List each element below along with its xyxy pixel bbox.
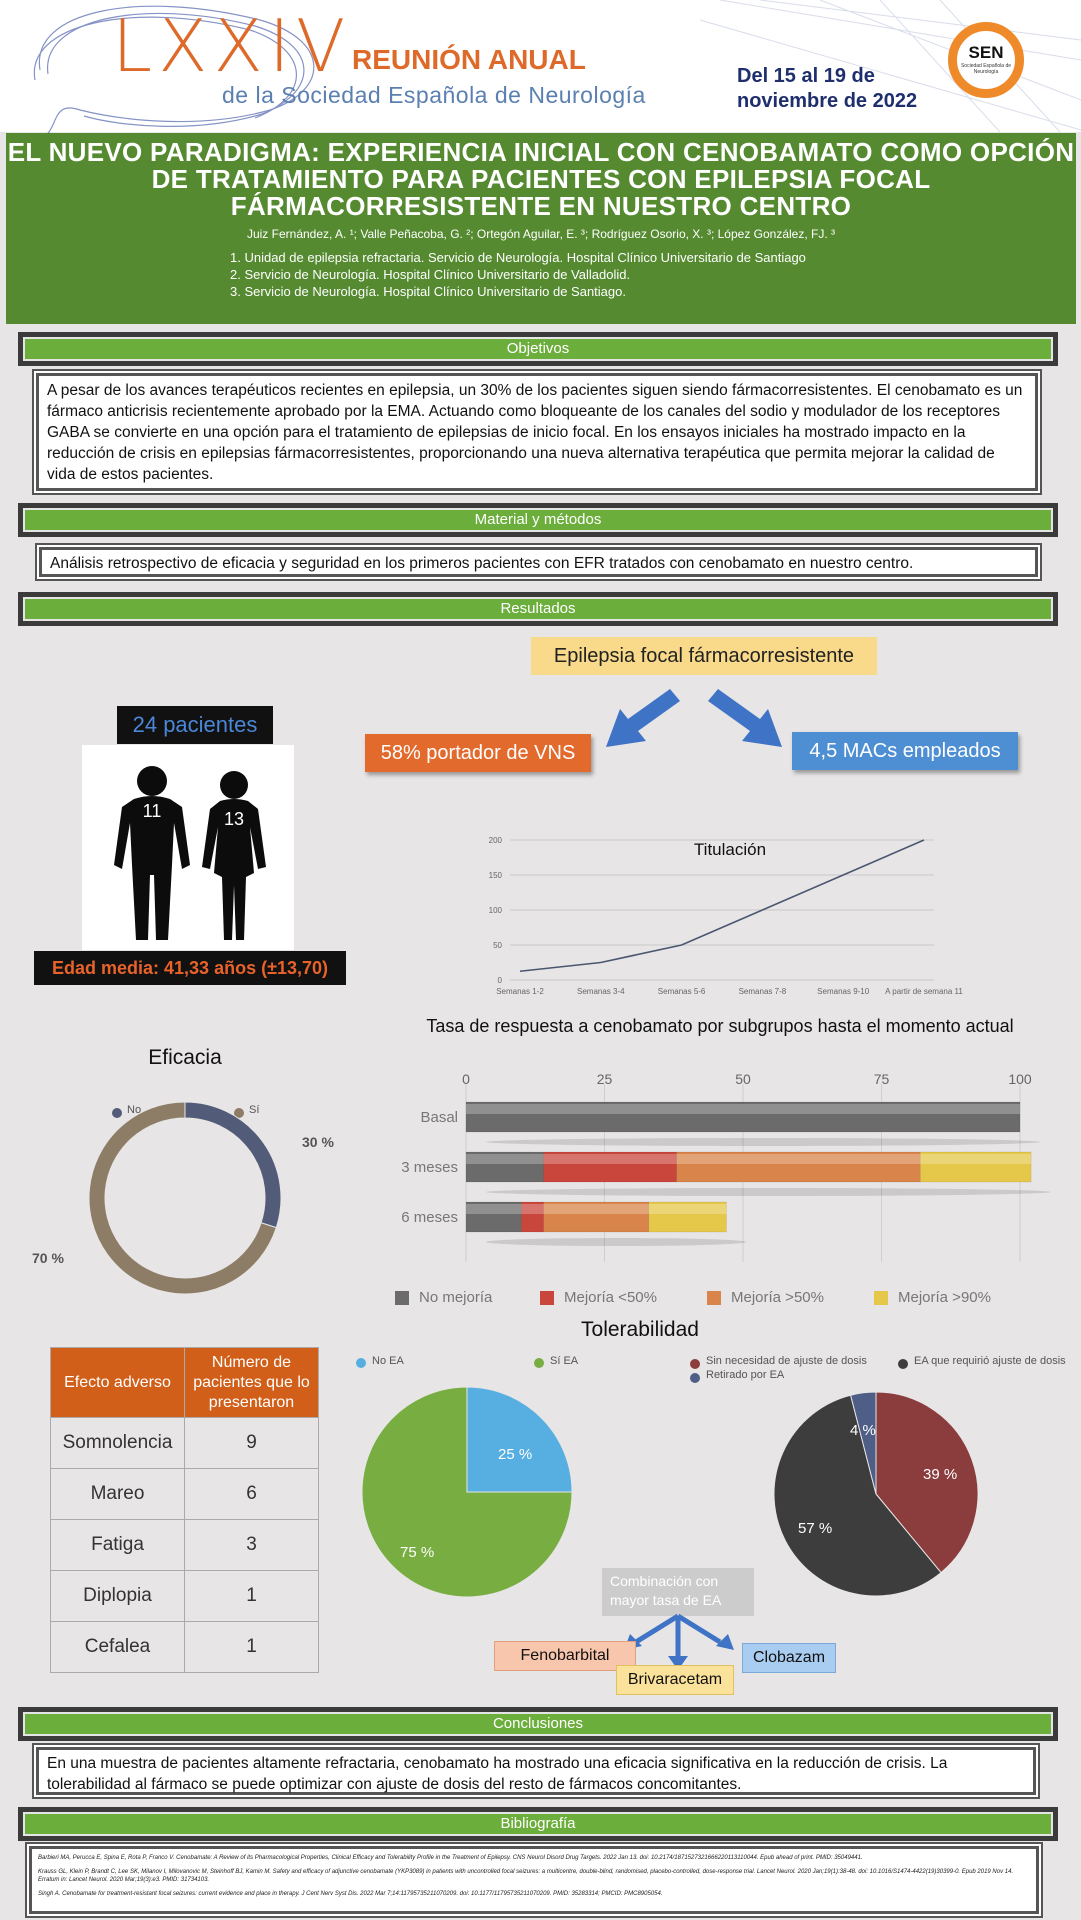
category-label: 6 meses (401, 1209, 458, 1226)
affiliation-list (230, 249, 1076, 300)
vns-label: 58% portador de VNS (365, 734, 591, 772)
mean-age: Edad media: 41,33 años (±13,70) (34, 951, 346, 985)
patient-count: 24 pacientes (117, 706, 273, 744)
table-row (51, 1520, 319, 1571)
table-header: Número de pacientes que lo presentaron (185, 1348, 319, 1418)
value-label: 70 % (32, 1250, 64, 1266)
titration-chart (470, 826, 963, 1006)
table-cell: Somnolencia (51, 1418, 185, 1469)
legend-label: Mejoría <50% (564, 1289, 657, 1306)
response-legend (395, 1287, 1035, 1311)
legend-swatch (540, 1291, 554, 1305)
legend-label: Sí (249, 1104, 260, 1116)
tolerability-title: Tolerabilidad (581, 1318, 699, 1341)
x-tick-label: Semanas 1-2 (496, 987, 544, 996)
response-chart (390, 1062, 1040, 1322)
drug-brivaracetam: Brivaracetam (616, 1665, 734, 1695)
combination-title: Combinación con mayor tasa de EA (602, 1568, 754, 1616)
legend-swatch (707, 1291, 721, 1305)
table-cell: Diplopia (51, 1571, 185, 1622)
x-tick-label: 75 (873, 1071, 890, 1087)
women-count: 13 (223, 809, 245, 829)
meeting-title: REUNIÓN ANUAL (352, 44, 586, 75)
macs-label: 4,5 MACs empleados (792, 732, 1018, 770)
legend-swatch (874, 1291, 888, 1305)
sen-logo (948, 22, 1024, 98)
value-label: 39 % (923, 1466, 958, 1483)
x-tick-label: Semanas 5-6 (657, 987, 706, 996)
legend-label: Sin necesidad de ajuste de dosis (706, 1355, 867, 1367)
objetivos-text: A pesar de los avances terapéuticos recientes en epilepsia, un 30% de los pacientes siguen siendo fármacorresistentes. El cenobamato es un fármaco anticrisis recientemente aprobado por la EMA. Actuando como bloqueante de los canales del sodio y modulador de los receptores GABA se convierte en una opción para el tratamiento de epilepsias de inicio focal. En los ensayos iniciales ha mostrado impacto en la reducción de crisis en epilepsias fármacorresistentes, proporcionando una nueva alternativa terapéutica que permita mejorar la calidad de vida de estos pacientes. (36, 373, 1038, 491)
references-box (29, 1846, 1039, 1914)
conclusiones-text: En una muestra de pacientes altamente refractaria, cenobamato ha mostrado una eficacia significativa en la reducción de crisis. La tolerabilidad al fármaco se puede optimizar con ajuste de dosis del resto de fármacos concomitantes. (36, 1747, 1036, 1795)
table-cell: Fatiga (51, 1520, 185, 1571)
category-label: Basal (420, 1109, 458, 1126)
drug-clobazam: Clobazam (742, 1643, 836, 1673)
edition-number: LXXIV (112, 4, 352, 88)
section-header-conclusiones: Conclusiones (18, 1707, 1058, 1741)
human-silhouettes-icon (82, 745, 294, 950)
legend-swatch (395, 1291, 409, 1305)
efficacy-chart (30, 1096, 360, 1296)
legend-label: No EA (372, 1355, 404, 1367)
y-tick-label: 0 (497, 976, 502, 985)
table-cell: Cefalea (51, 1622, 185, 1673)
response-bar-chart (390, 1062, 1040, 1322)
category-label: 3 meses (401, 1159, 458, 1176)
affiliation-item: 2. Servicio de Neurología. Hospital Clínico Universitario de Valladolid. (230, 267, 631, 282)
legend-label: Mejoría >50% (731, 1289, 824, 1306)
pie-slice (467, 1387, 572, 1492)
reference-item: Singh A. Cenobamate for treatment-resistant focal seizures: current evidence and place in therapy. J Cent Nerv Syst Dis. 2022 Mar 7;14:11795735211070209. doi: 10.1177/11795735211070209. PMID: 35283314; PMCID: PMC8905054. (38, 1891, 663, 1897)
x-tick-label: 25 (596, 1071, 613, 1087)
bar-highlight (466, 1104, 1020, 1114)
poster-header (0, 0, 1081, 132)
reference-item: Krauss GL, Klein P, Brandt C, Lee SK, Milanov I, Milovanovic M, Steinhoff BJ, Kamin M. Safety and efficacy of adjunctive cenobamate (YKP3089) in patients with uncontrolled focal seizures: a multicentre, double-blind, randomised, placebo-controlled, dose-response trial. Lancet Neurol. 2020 Jan;19(1):38-48. doi: 10.1016/S1474-4422(19)30399-0. Epub 2019 Nov 14. Erratum in: Lancet Neurol. 2020 Mar;19(3):e3. PMID: 31734103. (38, 1869, 1014, 1883)
table-cell: 9 (185, 1418, 319, 1469)
legend-label: Mejoría >90% (898, 1289, 991, 1306)
patient-silhouettes (82, 745, 294, 950)
donut-slice (185, 1102, 281, 1228)
table-cell: 3 (185, 1520, 319, 1571)
bar-shadow (486, 1188, 1051, 1196)
legend-label: No mejoría (419, 1289, 493, 1306)
value-label: 30 % (302, 1134, 334, 1150)
society-name: de la Sociedad Española de Neurología (222, 82, 646, 108)
value-label: 57 % (798, 1520, 833, 1537)
table-cell: 1 (185, 1571, 319, 1622)
poster-title: EL NUEVO PARADIGMA: EXPERIENCIA INICIAL CON CENOBAMATO COMO OPCIÓN DE TRATAMIENTO PARA PACIENTES CON EPILEPSIA FOCAL FÁRMACORRESISTENTE EN NUESTRO CENTRO (7, 137, 1075, 221)
title-block (6, 133, 1076, 324)
bar-shadow (486, 1138, 1040, 1146)
ae-pie-chart (350, 1352, 600, 1602)
focal-epilepsy-label: Epilepsia focal fármacorresistente (531, 637, 877, 675)
x-tick-label: Semanas 7-8 (738, 987, 787, 996)
value-label: 75 % (400, 1544, 435, 1561)
legend-label: Retirado por EA (706, 1369, 785, 1381)
table-row (51, 1571, 319, 1622)
sen-logo-subtext: Sociedad Española de Neurología (960, 63, 1012, 75)
y-tick-label: 150 (488, 871, 502, 880)
value-label: 25 % (498, 1446, 533, 1463)
x-tick-label: 100 (1008, 1071, 1032, 1087)
x-tick-label: Semanas 3-4 (577, 987, 625, 996)
legend-label: Sí EA (550, 1355, 579, 1367)
y-tick-label: 50 (493, 941, 502, 950)
affiliation-item: 1. Unidad de epilepsia refractaria. Servicio de Neurología. Hospital Clínico Universitario de Santiago (230, 250, 806, 265)
x-tick-label: A partir de semana 11 (885, 987, 963, 996)
x-tick-label: Semanas 9-10 (817, 987, 870, 996)
y-tick-label: 100 (488, 906, 502, 915)
legend-label: EA que requirió ajuste de dosis (914, 1355, 1066, 1367)
section-header-bibliografia: Bibliografía (18, 1807, 1058, 1841)
bar-highlight (466, 1154, 1031, 1164)
section-header-objetivos: Objetivos (18, 332, 1058, 366)
drug-fenobarbital: Fenobarbital (494, 1641, 636, 1671)
efficacy-title: Eficacia (148, 1046, 222, 1069)
y-tick-label: 200 (488, 836, 502, 845)
meeting-dates: Del 15 al 19 de noviembre de 2022 (737, 65, 918, 112)
bar-shadow (486, 1238, 746, 1246)
efficacy-donut (30, 1096, 360, 1296)
adverse-effects-table (50, 1347, 319, 1673)
arrows-icon (600, 683, 800, 753)
reference-item: Barbieri MA, Perucca E, Spina E, Rota P, Franco V. Cenobamate: A Review of its Pharmacological Properties, Clinical Efficacy and Tolerability Profile in the Treatment of Epilepsy. CNS Neurol Disord Drug Targets. 2022 Jan 13. doi: 10.2174/1871527321666220113110044. Epub ahead of print. PMID: 35049441. (38, 1855, 863, 1861)
table-cell: 1 (185, 1622, 319, 1673)
bar-highlight (466, 1204, 726, 1214)
metodos-text: Análisis retrospectivo de eficacia y seguridad en los primeros pacientes con EFR tratados con cenobamato en nuestro centro. (39, 547, 1038, 577)
table-row (51, 1622, 319, 1673)
legend-label: No (127, 1104, 142, 1116)
table-row (51, 1469, 319, 1520)
value-label: 4 % (850, 1422, 876, 1439)
author-list: Juiz Fernández, A. ¹; Valle Peñacoba, G. ²; Ortegón Aguilar, E. ³; Rodríguez Osorio, X. ³; López González, FJ. ³ (246, 227, 836, 241)
section-header-metodos: Material y métodos (18, 503, 1058, 537)
table-header: Efecto adverso (51, 1348, 185, 1418)
table-cell: Mareo (51, 1469, 185, 1520)
titration-title: Titulación (693, 840, 767, 859)
affiliation-item: 3. Servicio de Neurología. Hospital Clínico Universitario de Santiago. (230, 284, 626, 299)
table-row (51, 1418, 319, 1469)
response-chart-title: Tasa de respuesta a cenobamato por subgrupos hasta el momento actual (426, 1016, 1014, 1036)
sen-logo-text: SEN (968, 43, 1004, 62)
section-header-resultados: Resultados (18, 592, 1058, 626)
ae-pie (350, 1352, 600, 1602)
x-tick-label: 0 (462, 1071, 470, 1087)
men-count: 11 (142, 801, 162, 821)
table-cell: 6 (185, 1469, 319, 1520)
x-tick-label: 50 (735, 1071, 751, 1087)
branch-arrows-icon (620, 1612, 740, 1672)
